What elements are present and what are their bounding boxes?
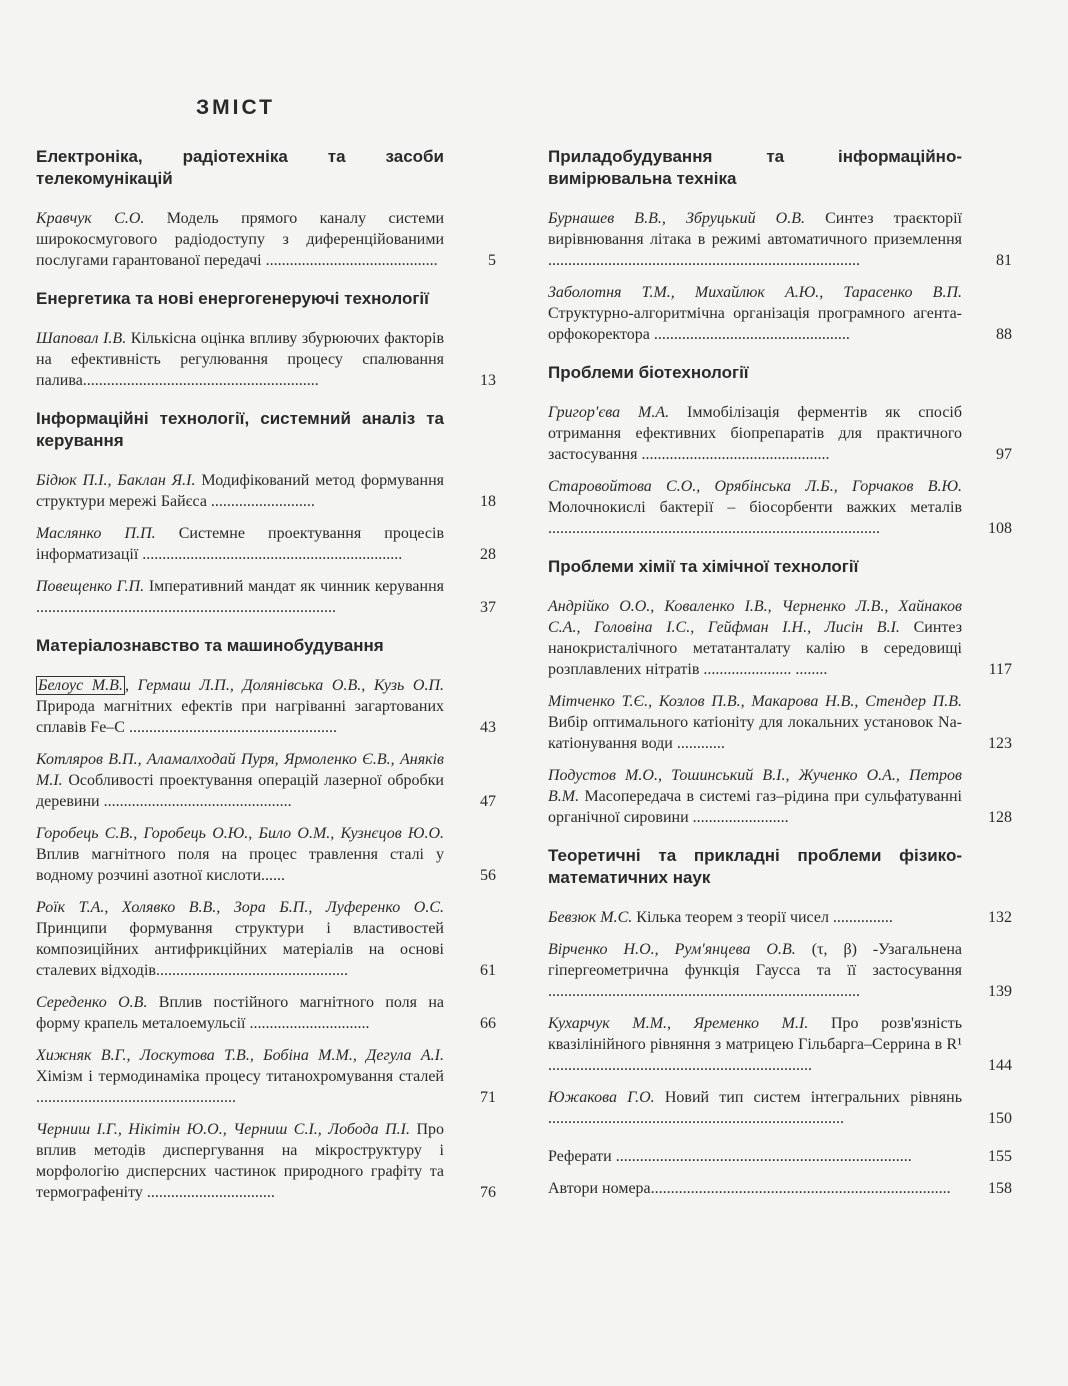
page-number: 81	[996, 252, 1012, 269]
entry-authors: Горобець С.В., Горобець О.Ю., Било О.М., Кузнєцов Ю.О.	[36, 825, 444, 842]
entry-title: Структурно-алгоритмічна організація програмного агента-орфокоректора .................................................	[548, 305, 962, 343]
toc-entry-text	[36, 470, 444, 512]
toc-entry[interactable]	[36, 749, 496, 812]
toc-entry[interactable]	[548, 208, 1012, 271]
entry-authors: Бурнашев В.В., Збруцький О.В.	[548, 210, 805, 227]
page-number: 37	[480, 599, 496, 616]
toc-entry-text	[36, 1119, 444, 1203]
toc-entry[interactable]	[548, 402, 1012, 465]
toc-entry[interactable]	[36, 1119, 496, 1203]
entry-title: Про розв'язність квазілінійного рівняння з матрицею Гільбарга–Серрина в R¹ ..................................................................	[548, 1015, 963, 1074]
toc-entry[interactable]	[548, 1087, 1012, 1129]
page-number: 66	[480, 1015, 496, 1032]
toc-entry-text	[36, 208, 444, 271]
entry-authors: Шаповал І.В.	[36, 330, 127, 347]
entry-title: Про вплив методів диспергування на мікроструктуру і морфологію дисперсних частинок природного графіту та термографеніту ................................	[36, 1121, 445, 1201]
toc-entry-text	[548, 1087, 962, 1129]
entry-authors: Хижняк В.Г., Лоскутова Т.В., Бобіна М.М., Дегула А.І.	[36, 1047, 444, 1064]
entry-title: Вплив магнітного поля на процес травлення сталі у водному розчині азотної кислоти......	[36, 846, 444, 884]
page-number: 117	[988, 661, 1012, 678]
toc-entry[interactable]	[548, 765, 1012, 828]
entry-authors: Андрійко О.О., Коваленко І.В., Черненко Л.В., Хайнаков С.А., Головіна І.С., Гейфман І.Н., Лисін В.І.	[548, 598, 962, 636]
entry-title: Кількісна оцінка впливу збурюючих факторів на ефективність регулювання процесу спалювання палива...........................................................	[36, 330, 444, 389]
toc-entry[interactable]	[548, 691, 1012, 754]
entry-title: Вплив постійного магнітного поля на форму крапель металоемульсії ..............................	[36, 994, 445, 1032]
toc-entry-text	[548, 208, 962, 271]
page-number: 61	[480, 962, 496, 979]
toc-entry-text	[36, 823, 444, 886]
entry-authors: Мітченко Т.Є., Козлов П.В., Макарова Н.В., Стендер П.В.	[548, 693, 962, 710]
entry-authors: Середенко О.В.	[36, 994, 148, 1011]
page-number: 132	[988, 909, 1012, 926]
toc-entry-text	[548, 282, 962, 345]
entry-authors: Роїк Т.А., Холявко В.В., Зора Б.П., Луференко О.С.	[36, 899, 444, 916]
page-number: 18	[480, 493, 496, 510]
toc-entry-text	[548, 765, 962, 828]
entry-title: Масопередача в системі газ–рідина при сульфатуванні органічної сировини ........................	[548, 788, 962, 826]
entry-title: Кілька теорем з теорії чисел ...............	[636, 909, 893, 926]
toc-entry[interactable]	[548, 939, 1012, 1002]
page-number: 108	[988, 520, 1012, 537]
entry-authors: Южакова Г.О.	[548, 1089, 655, 1106]
page-number: 88	[996, 326, 1012, 343]
entry-authors: Бевзюк М.С.	[548, 909, 633, 926]
toc-entry-text	[36, 576, 444, 618]
toc-entry[interactable]	[36, 208, 496, 271]
entry-authors: Старовойтова С.О., Орябінська Л.Б., Горчаков В.Ю.	[548, 478, 962, 495]
entry-title: Особливості проектування операцій лазерної обробки деревини ...............................................	[36, 772, 444, 810]
toc-entry-text	[36, 992, 444, 1034]
page-number: 128	[988, 809, 1012, 826]
toc-entry[interactable]	[36, 823, 496, 886]
toc-entry[interactable]	[36, 992, 496, 1034]
toc-entry-text	[36, 749, 444, 812]
toc-entry-text	[36, 675, 444, 738]
entry-title: Хімізм і термодинаміка процесу титанохромування сталей ..................................................	[36, 1068, 444, 1106]
toc-entry-text	[548, 907, 962, 928]
entry-title: (τ, β) -Узагальнена гіпергеометрична функція Гаусса та її застосування ..............................................................................	[548, 941, 963, 1000]
page-number: 56	[480, 867, 496, 884]
entry-title: Імперативний мандат як чинник керування ...........................................................................	[36, 578, 445, 616]
section-title: Теоретичні та прикладні проблеми фізико-математичних наук	[548, 846, 962, 887]
toc-entry[interactable]	[548, 907, 1012, 928]
toc-entry[interactable]	[36, 675, 496, 738]
entry-authors: Вірченко Н.О., Рум'янцева О.В.	[548, 941, 796, 958]
page-number: 139	[988, 983, 1012, 1000]
entry-title: Автори номера...........................................................................	[548, 1180, 951, 1197]
page-number: 123	[988, 735, 1012, 752]
page-number: 47	[480, 793, 496, 810]
toc-entry-text	[548, 476, 962, 539]
entry-authors: Бідюк П.І., Баклан Я.І.	[36, 472, 196, 489]
toc-entry[interactable]	[548, 1146, 1012, 1167]
entry-title: Синтез нанокристалічного метатанталату калію в середовищі розплавлених нітратів ...................... ........	[548, 619, 963, 678]
toc-entry[interactable]	[548, 1013, 1012, 1076]
entry-authors: Кравчук С.О.	[36, 210, 145, 227]
section-title: Приладобудування та інформаційно-вимірювальна техніка	[548, 147, 962, 188]
entry-title: Новий тип систем інтегральних рівнянь ..........................................................................	[548, 1089, 963, 1127]
page-number: 5	[488, 252, 496, 269]
entry-authors: Кухарчук М.М., Яременко М.І.	[548, 1015, 809, 1032]
page-number: 158	[988, 1180, 1012, 1197]
section-title: Інформаційні технології, системний аналіз та керування	[36, 409, 444, 450]
toc-entry[interactable]	[36, 523, 496, 565]
toc-left-column	[36, 146, 496, 1220]
section-title: Електроніка, радіотехніка та засоби телекомунікацій	[36, 147, 444, 188]
entry-title: Природа магнітних ефектів при нагріванні загартованих сплавів Fe–C ....................................................	[36, 698, 444, 736]
toc-entry-text	[36, 523, 444, 565]
page-number: 144	[988, 1057, 1012, 1074]
entry-authors: Заболотня Т.М., Михайлюк А.Ю., Тарасенко В.П.	[548, 284, 962, 301]
toc-entry[interactable]	[36, 1045, 496, 1108]
toc-entry-text	[548, 1178, 962, 1199]
page-number: 155	[988, 1148, 1012, 1165]
toc-entry[interactable]	[36, 470, 496, 512]
toc-entry[interactable]	[548, 596, 1012, 680]
toc-entry-text	[548, 402, 962, 465]
toc-entry-text	[36, 1045, 444, 1108]
entry-authors: Маслянко П.П.	[36, 525, 156, 542]
toc-entry-text	[548, 691, 962, 754]
toc-entry[interactable]	[36, 328, 496, 391]
page-number: 150	[988, 1110, 1012, 1127]
section-title: Проблеми хімії та хімічної технології	[548, 557, 859, 576]
toc-entry[interactable]	[548, 476, 1012, 539]
entry-authors: , Гермаш Л.П., Долянівська О.В., Кузь О.П.	[124, 677, 445, 694]
toc-entry-text	[548, 1013, 962, 1076]
entry-title: Принципи формування структури і властивостей композиційних антифрикційних матеріалів на основі сталевих відходів................................................	[36, 920, 444, 979]
entry-authors: Повещенко Г.П.	[36, 578, 145, 595]
page-number: 71	[480, 1089, 496, 1106]
page-number: 43	[480, 719, 496, 736]
toc-entry-text	[548, 596, 962, 680]
entry-authors: Черниш І.Г., Нікітін Ю.О., Черниш С.І., Лобода П.І.	[36, 1121, 410, 1138]
entry-title: Синтез траєкторії вирівнювання літака в режимі автоматичного приземлення ..............................................................................	[548, 210, 963, 269]
page-number: 28	[480, 546, 496, 563]
toc-entry[interactable]	[36, 897, 496, 981]
section-title: Матеріалознавство та машинобудування	[36, 636, 384, 655]
page-number: 13	[480, 372, 496, 389]
entry-title: Системне проектування процесів інформатизації .................................................................	[36, 525, 444, 563]
toc-entry-text	[548, 939, 962, 1002]
entry-title: Іммобілізація ферментів як спосіб отримання ефективних біопрепаратів для практичного застосування ...............................................	[548, 404, 963, 463]
entry-title: Модифікований метод формування структури мережі Байєса ..........................	[36, 472, 444, 510]
toc-entry-text	[36, 897, 444, 981]
toc-entry[interactable]	[36, 576, 496, 618]
section-title: Проблеми біотехнології	[548, 363, 749, 382]
boxed-author: Белоус М.В.	[38, 677, 123, 694]
entry-authors: Котляров В.П., Аламалходай Пуря, Ярмоленко Є.В., Аняків М.І.	[36, 751, 444, 789]
toc-entry-text	[36, 328, 444, 391]
toc-right-column	[548, 146, 1012, 1216]
entry-authors: Григор'єва М.А.	[548, 404, 670, 421]
entry-title: Вибір оптимального катіоніту для локальних установок Na-катіонування води ............	[548, 714, 962, 752]
toc-entry[interactable]	[548, 282, 1012, 345]
toc-entry-text	[548, 1146, 962, 1167]
entry-title: Реферати ..........................................................................	[548, 1148, 912, 1165]
page-number: 97	[996, 446, 1012, 463]
entry-title: Модель прямого каналу системи широкосмугового радіодоступу з диференційованими послугами гарантованої передачі ...........................................	[36, 210, 445, 269]
page-title: ЗМІСТ	[196, 96, 275, 119]
entry-title: Молочнокислі бактерії – біосорбенти важких металів ...................................................................................	[548, 499, 962, 537]
entry-authors: Подустов М.О., Тошинський В.І., Жученко О.А., Петров В.М.	[548, 767, 962, 805]
page-number: 76	[480, 1184, 496, 1201]
section-title: Енергетика та нові енергогенеруючі технології	[36, 289, 429, 308]
toc-entry[interactable]	[548, 1178, 1012, 1199]
